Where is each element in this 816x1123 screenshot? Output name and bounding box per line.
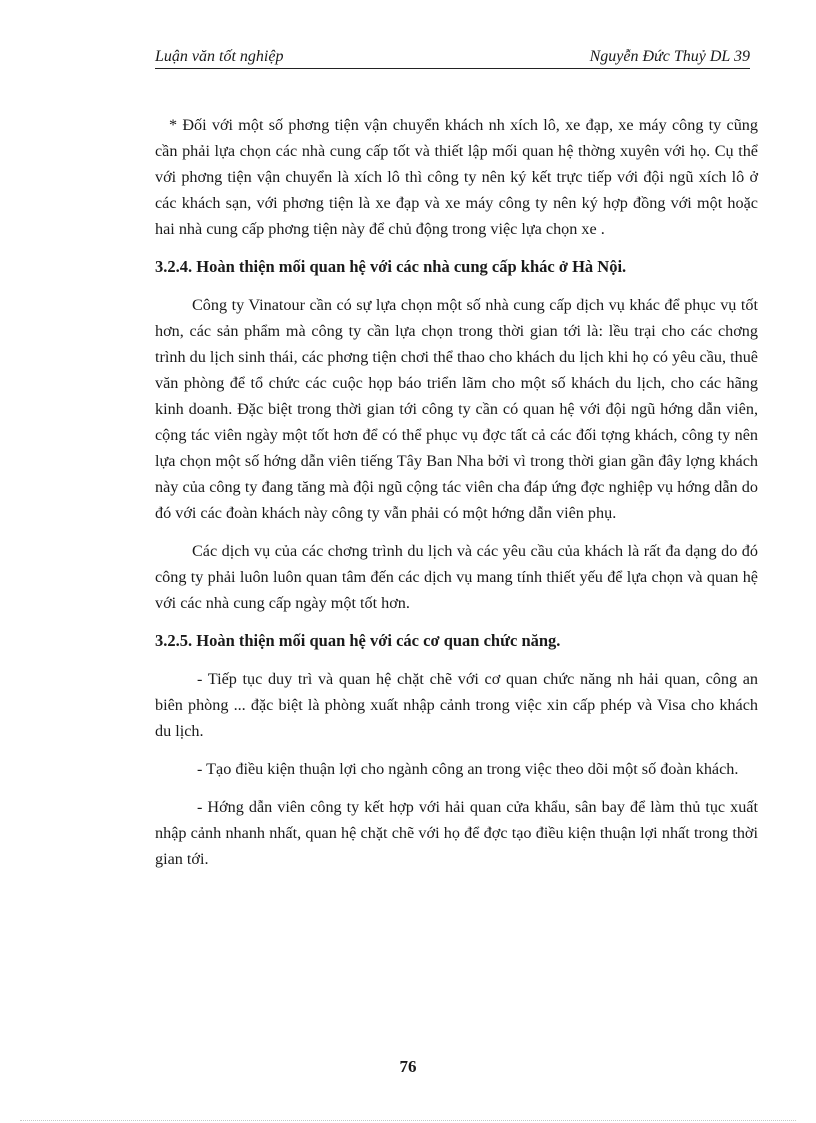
- list-item-police: - Tạo điều kiện thuận lợi cho ngành công an trong việc theo dõi một số đoàn khách.: [197, 760, 739, 778]
- list-item-customs: - Tiếp tục duy trì và quan hệ chặt chẽ với cơ quan chức năng nh hải quan, công an biên phòng ... đặc biệt là phòng xuất nhập cảnh trong việc xin cấp phép và Visa cho khách du lịch.: [155, 670, 758, 740]
- paragraph-services: Các dịch vụ của các chơng trình du lịch và các yêu cầu của khách là rất đa dạng do đó công ty phải luôn luôn quan tâm đến các dịch vụ mang tính thiết yếu để lựa chọn và quan hệ với các nhà cung cấp ngày một tốt hơn.: [155, 542, 758, 612]
- page-header: [155, 46, 750, 69]
- section-heading-3-2-4: 3.2.4. Hoàn thiện mối quan hệ với các nhà cung cấp khác ở Hà Nội.: [155, 257, 627, 276]
- section-heading-3-2-5: 3.2.5. Hoàn thiện mối quan hệ với các cơ quan chức năng.: [155, 631, 561, 650]
- paragraph-other-suppliers: Công ty Vinatour cần có sự lựa chọn một số nhà cung cấp dịch vụ khác để phục vụ tốt hơn, các sản phẩm mà công ty cần lựa chọn trong thời gian tới là: lều trại cho các chơng trình du lịch sinh thái, các phơng tiện chơi thể thao cho khách du lịch khi họ có yêu cầu, thuê văn phòng để tổ chức các cuộc họp báo triển lãm cho một số khách du lịch, cho các hãng kinh doanh. Đặc biệt trong thời gian tới công ty cần có quan hệ với đội ngũ hớng dẫn viên, cộng tác viên ngày một tốt hơn để có thể phục vụ đợc tất cả các đối tợng khách, công ty nên lựa chọn một số hớng dẫn viên tiếng Tây Ban Nha bởi vì trong thời gian gần đây lợng khách này của công ty đang tăng mà đội ngũ cộng tác viên cha đáp ứng đợc nghiệp vụ hớng dẫn do đó với các đoàn khách này công ty vẫn phải có một hớng dẫn viên phụ.: [155, 296, 758, 522]
- page-bottom-divider: [20, 1120, 796, 1121]
- document-body: [155, 112, 758, 884]
- header-author: Nguyễn Đức Thuỷ DL 39: [589, 48, 750, 65]
- header-thesis-title: Luận văn tốt nghiệp: [155, 48, 284, 65]
- list-item-guides: - Hớng dẫn viên công ty kết hợp với hải quan cửa khẩu, sân bay để làm thủ tục xuất nhập cảnh nhanh nhất, quan hệ chặt chẽ với họ để đợc tạo điều kiện thuận lợi nhất trong thời gian tới.: [155, 798, 758, 868]
- page-number: 76: [399, 1057, 417, 1076]
- paragraph-transport-suppliers: * Đối với một số phơng tiện vận chuyển khách nh xích lô, xe đạp, xe máy công ty cũng cần phải lựa chọn các nhà cung cấp tốt và thiết lập mối quan hệ thờng xuyên với họ. Cụ thể với phơng tiện vận chuyển là xích lô thì công ty nên ký kết trực tiếp với đội ngũ xích lô ở các khách sạn, với phơng tiện là xe đạp và xe máy công ty nên ký hợp đồng với một hoặc hai nhà cung cấp phơng tiện này để chủ động trong việc lựa chọn xe .: [155, 116, 758, 238]
